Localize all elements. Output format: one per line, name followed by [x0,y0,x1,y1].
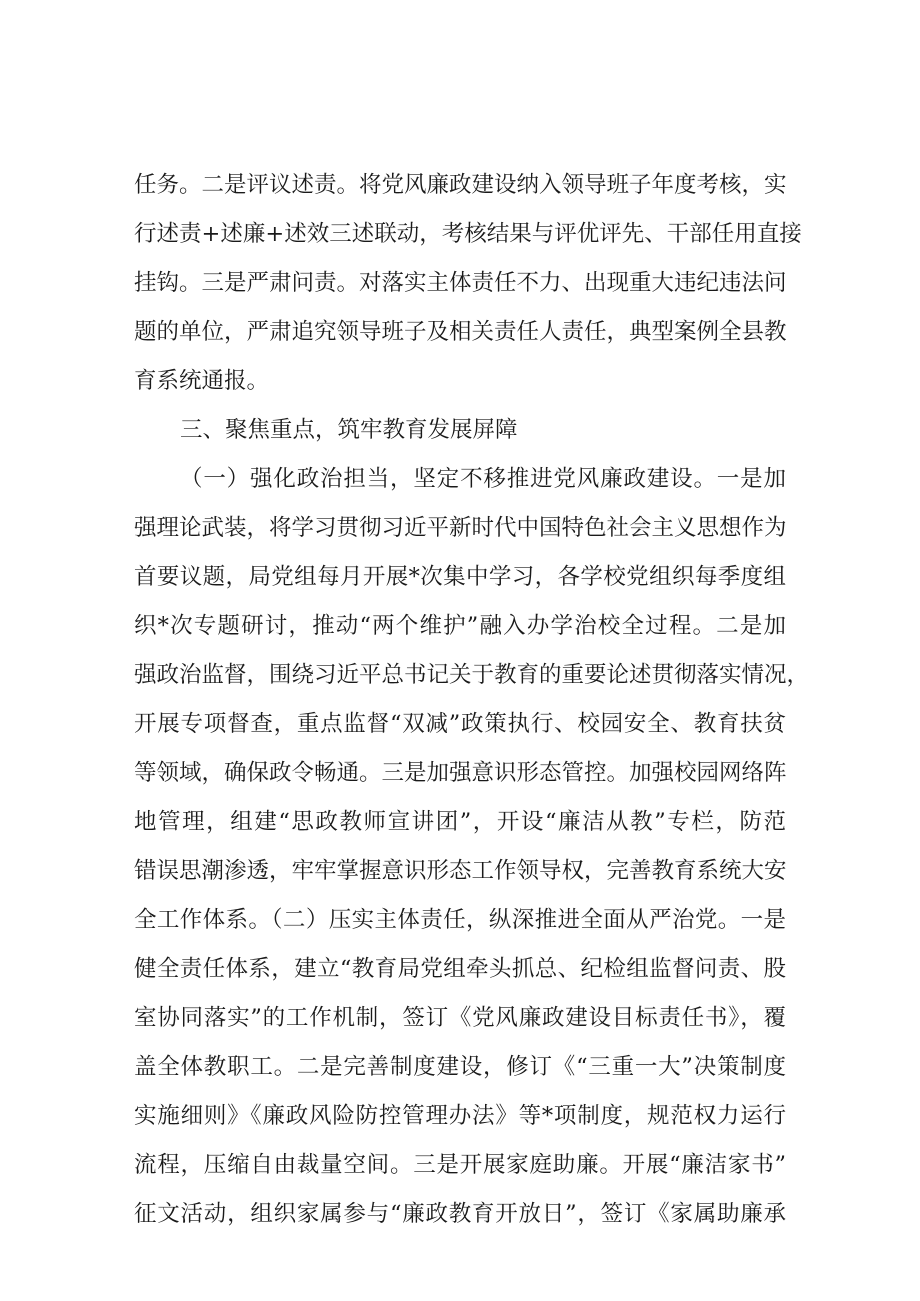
text-line: 等领域，确保政令畅通。三是加强意识形态管控。加强校园网络阵 [134,760,787,786]
text-line: 题的单位，严肃追究领导班子及相关责任人责任，典型案例全县教 [134,319,787,345]
text-line: 任务。二是评议述责。将党风廉政建设纳入领导班子年度考核，实 [134,172,787,198]
text-line: 地管理，组建“思政教师宣讲团”，开设“廉洁从教”专栏，防范 [134,809,786,835]
text-line: 强政治监督，围绕习近平总书记关于教育的重要论述贯彻落实情况， [134,662,810,688]
text-line: 强理论武装，将学习贯彻习近平新时代中国特色社会主义思想作为 [134,515,787,541]
text-line: 育系统通报。 [134,368,270,394]
text-line: 全工作体系。（二）压实主体责任，纵深推进全面从严治党。一是 [134,907,786,933]
text-line: 征文活动，组织家属参与“廉政教育开放日”，签订《家属助廉承 [134,1201,786,1227]
text-line: 首要议题，局党组每月开展*次集中学习，各学校党组织每季度组 [134,564,786,590]
text-line: 流程，压缩自由裁量空间。三是开展家庭助廉。开展“廉洁家书” [134,1152,786,1178]
text-line: 行述责+述廉+述效三述联动，考核结果与评优评先、干部任用直接 [134,221,802,247]
text-line: 开展专项督查，重点监督“双减”政策执行、校园安全、教育扶贫 [134,711,786,737]
text-line: 织*次专题研讨，推动“两个维护”融入办学治校全过程。二是加 [134,613,786,639]
section-heading: 三、聚焦重点，筑牢教育发展屏障 [180,417,518,443]
text-line: 挂钩。三是严肃问责。对落实主体责任不力、出现重大违纪违法问 [134,270,787,296]
text-line: 实施细则》《廉政风险防控管理办法》等*项制度，规范权力运行 [134,1103,786,1129]
text-line: 错误思潮渗透，牢牢掌握意识形态工作领导权，完善教育系统大安 [134,858,787,884]
text-line: 健全责任体系，建立“教育局党组牵头抓总、纪检组监督问责、股 [134,956,786,982]
paragraph-first-line: （一）强化政治担当，坚定不移推进党风廉政建设。一是加 [180,466,786,492]
text-line: 盖全体教职工。二是完善制度建设，修订《“三重一大”决策制度 [134,1054,786,1080]
text-line: 室协同落实”的工作机制，签订《党风廉政建设目标责任书》，覆 [134,1005,786,1031]
